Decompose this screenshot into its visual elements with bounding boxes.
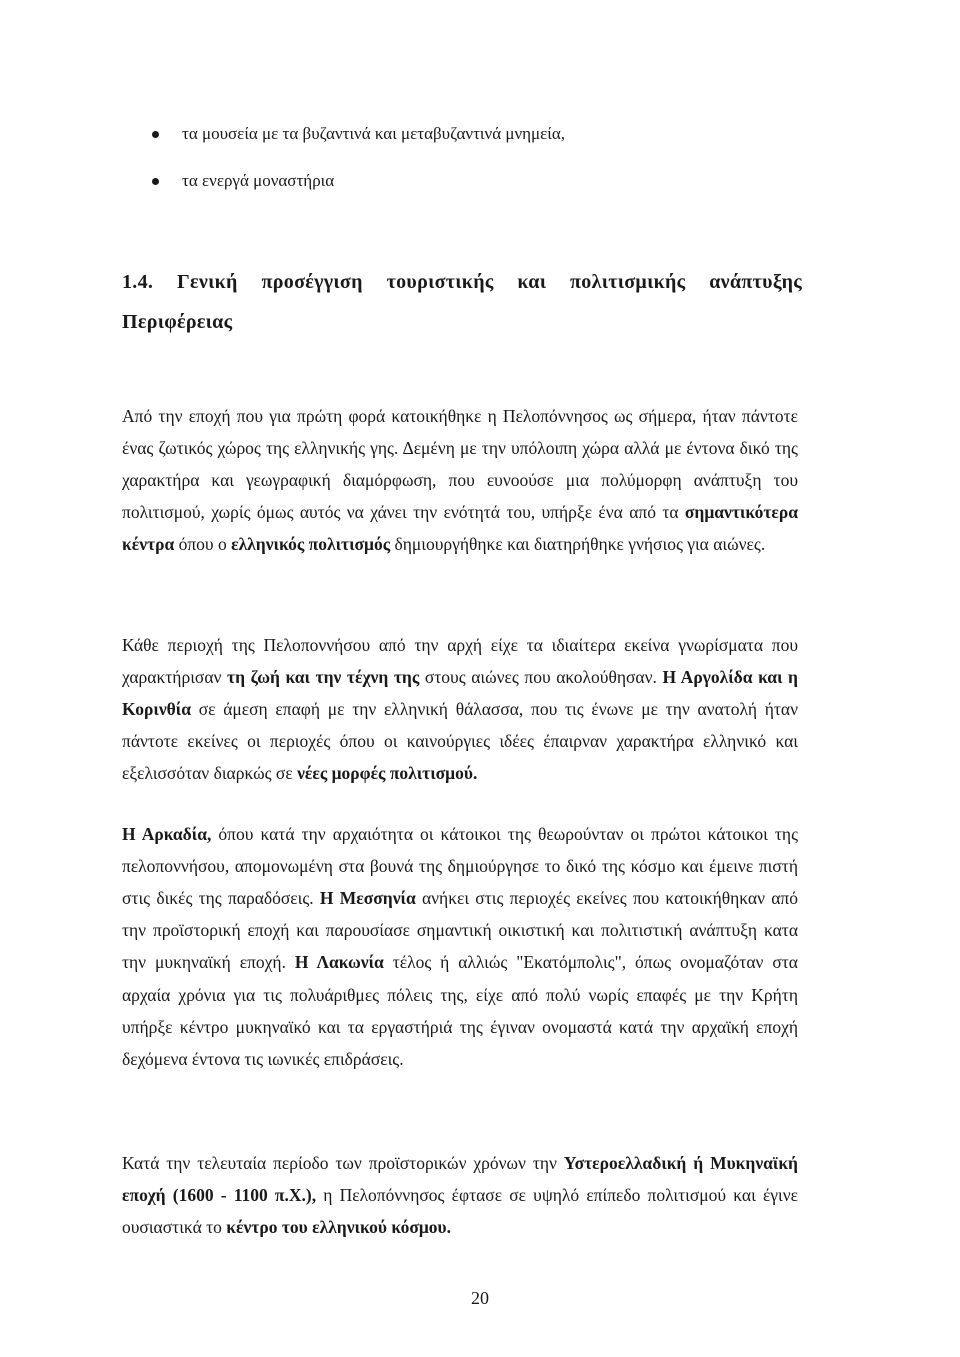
paragraph-text: Κατά την τελευταία περίοδο των προϊστορικών χρόνων την [122, 1152, 564, 1173]
bold-text: Η Λακωνία [294, 952, 384, 973]
bold-text: ελληνικός πολιτισμός [231, 534, 391, 555]
bullet-list [150, 124, 850, 218]
paragraph [122, 818, 798, 1076]
bold-text: νέες μορφές πολιτισμού. [297, 763, 478, 784]
paragraph-text: όπου κατά την αρχαιότητα οι κάτοικοι της θεωρούνταν οι πρώτοι κάτοικοι της πελοποννήσου, απομονωμένη στα βουνά της δημιούργησε το δικό της κόσμο και έμεινε πιστή στις δικές της παραδόσεις. [122, 823, 798, 908]
paragraph [122, 400, 798, 561]
paragraph-text: ανήκει στις περιοχές εκείνες που κατοικήθηκαν από την προϊστορική εποχή και παρουσίασε σημαντική οικιστική και πολιτιστική ανάπτυξη κατα την μυκηναϊκή εποχή. [122, 887, 798, 973]
paragraph-text: όπου ο [174, 534, 232, 555]
paragraph [122, 1147, 798, 1244]
list-item-text: τα μουσεία με τα βυζαντινά και μεταβυζαντινά μνημεία, [182, 124, 566, 143]
paragraph-text: σε άμεση επαφή με την ελληνική θάλασσα, που τις ένωνε με την ανατολή ήταν πάντοτε εκείνες οι περιοχές όπου οι καινούργιες ιδέες έπαιρναν χαρακτήρα ελληνικό και εξελισσόταν διαρκώς σε [122, 698, 798, 784]
list-item-text: τα ενεργά μοναστήρια [182, 171, 335, 190]
bold-text: Η Μεσσηνία [319, 887, 416, 908]
paragraph-text: δημιουργήθηκε και διατηρήθηκε γνήσιος για αιώνες. [390, 534, 766, 555]
bullet-icon [152, 178, 159, 185]
paragraph-text: Από την εποχή που για πρώτη φορά κατοικήθηκε η Πελοπόννησος ως σήμερα, ήταν πάντοτε ένας ζωτικός χώρος της ελληνικής γης. Δεμένη με την υπόλοιπη χώρα αλλά με έντονα δικό της χαρακτήρα και γεωγραφική διαμόρφωση, που ευνοούσε μια πολύμορφη ανάπτυξη του πολιτισμού, χωρίς όμως αυτός να χάνει την ενότητά του, υπήρξε ένα από τα [122, 405, 798, 523]
paragraph-text: Κάθε περιοχή της Πελοποννήσου από την αρχή είχε τα ιδιαίτερα εκείνα γνωρίσματα που χαρακτήρισαν [122, 634, 798, 687]
bold-text: Υστεροελλαδική ή Μυκηναϊκή εποχή (1600 - 1100 π.Χ.), [122, 1152, 798, 1205]
bold-text: τη ζωή και την τέχνη της [227, 666, 420, 687]
paragraph-text: η Πελοπόννησος έφτασε σε υψηλό επίπεδο πολιτισμού και έγινε ουσιαστικά το [122, 1184, 798, 1237]
list-item [150, 124, 850, 144]
paragraph-text: τέλος ή αλλιώς "Εκατόμπολις", όπως ονομαζόταν στα αρχαία χρόνια για τις πολυάριθμες πόλεις της, είχε από πολύ νωρίς επαφές με την Κρήτη υπήρξε κέντρο μυκηναϊκό και τα εργαστήριά της έγιναν ονομαστά κατά την αρχαϊκή εποχή δεχόμενα έντονα τις ιωνικές επιδράσεις. [122, 952, 798, 1069]
bullet-icon [152, 131, 159, 138]
section-heading: 1.4. Γενική προσέγγιση τουριστικής και πολιτισμικής ανάπτυξης Περιφέρειας [122, 271, 802, 333]
bold-text: σημαντικότερα κέντρα [122, 502, 798, 555]
list-item [150, 171, 850, 191]
paragraph-text: στους αιώνες που ακολούθησαν. [419, 666, 663, 687]
paragraph [122, 629, 798, 790]
bold-text: κέντρο του ελληνικού κόσμου. [226, 1216, 451, 1237]
bold-text: Η Αρκαδία, [122, 823, 212, 844]
bold-text: Η Αργολίδα και η Κορινθία [122, 666, 798, 719]
page-number: 20 [471, 1288, 489, 1308]
